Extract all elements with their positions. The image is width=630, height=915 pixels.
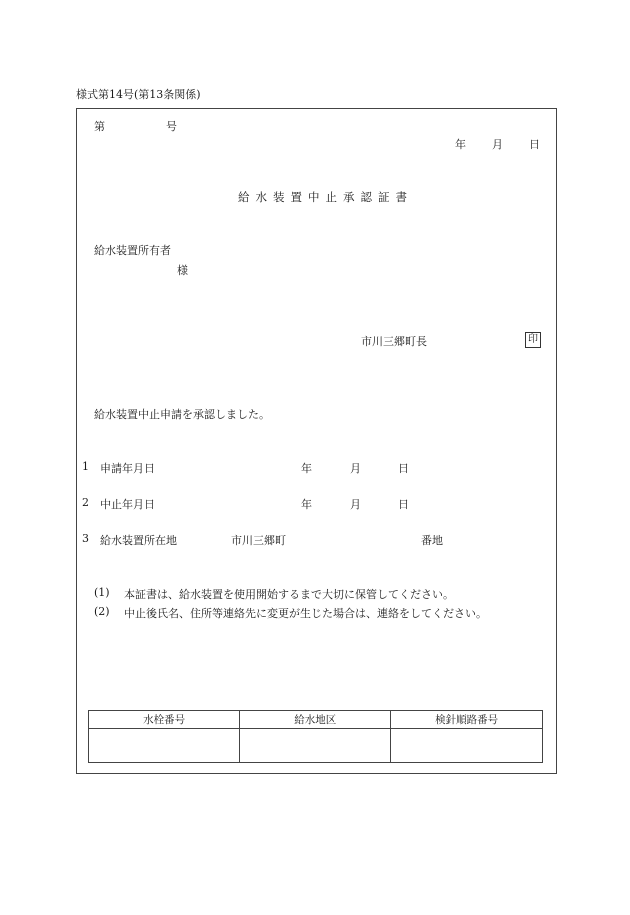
addressee-label: 給水装置所有者 (94, 244, 171, 257)
issue-date-year: 年 (455, 138, 466, 151)
meter-info-table (88, 710, 543, 763)
document-title: 給水装置中止承認証書 (238, 190, 413, 204)
suspension-date-year: 年 (301, 498, 312, 511)
issuer: 市川三郷町長 (361, 335, 427, 348)
note-number: (2) (94, 605, 110, 618)
item-number: 1 (82, 460, 89, 473)
header-reading-route-number: 検針順路番号 (391, 711, 543, 729)
note-text: 中止後氏名、住所等連絡先に変更が生じた場合は、連絡をしてください。 (124, 607, 487, 620)
form-label: 様式第14号(第13条関係) (76, 88, 201, 101)
location-lot: 番地 (421, 534, 443, 547)
reading-route-number-cell[interactable] (391, 729, 543, 763)
faucet-number-cell[interactable] (89, 729, 240, 763)
application-date-label: 申請年月日 (100, 462, 155, 475)
location-town: 市川三郷町 (231, 534, 286, 547)
item-number: 2 (82, 496, 89, 509)
number-suffix: 号 (166, 120, 177, 133)
location-label: 給水装置所在地 (100, 534, 177, 547)
number-prefix: 第 (94, 120, 105, 133)
header-faucet-number: 水栓番号 (89, 711, 240, 729)
application-date-month: 月 (350, 462, 361, 475)
issue-date-day: 日 (529, 138, 540, 151)
honorific: 様 (177, 264, 188, 277)
certificate-frame (76, 108, 557, 774)
suspension-date-day: 日 (398, 498, 409, 511)
note-text: 本証書は、給水装置を使用開始するまで大切に保管してください。 (124, 588, 454, 601)
application-date-year: 年 (301, 462, 312, 475)
item-number: 3 (82, 532, 89, 545)
suspension-date-month: 月 (350, 498, 361, 511)
seal-mark: 印 (525, 332, 541, 348)
approval-text: 給水装置中止申請を承認しました。 (94, 408, 270, 421)
suspension-date-label: 中止年月日 (100, 498, 155, 511)
supply-district-cell[interactable] (240, 729, 391, 763)
note-number: (1) (94, 586, 110, 599)
application-date-day: 日 (398, 462, 409, 475)
header-supply-district: 給水地区 (240, 711, 391, 729)
issue-date-month: 月 (492, 138, 503, 151)
